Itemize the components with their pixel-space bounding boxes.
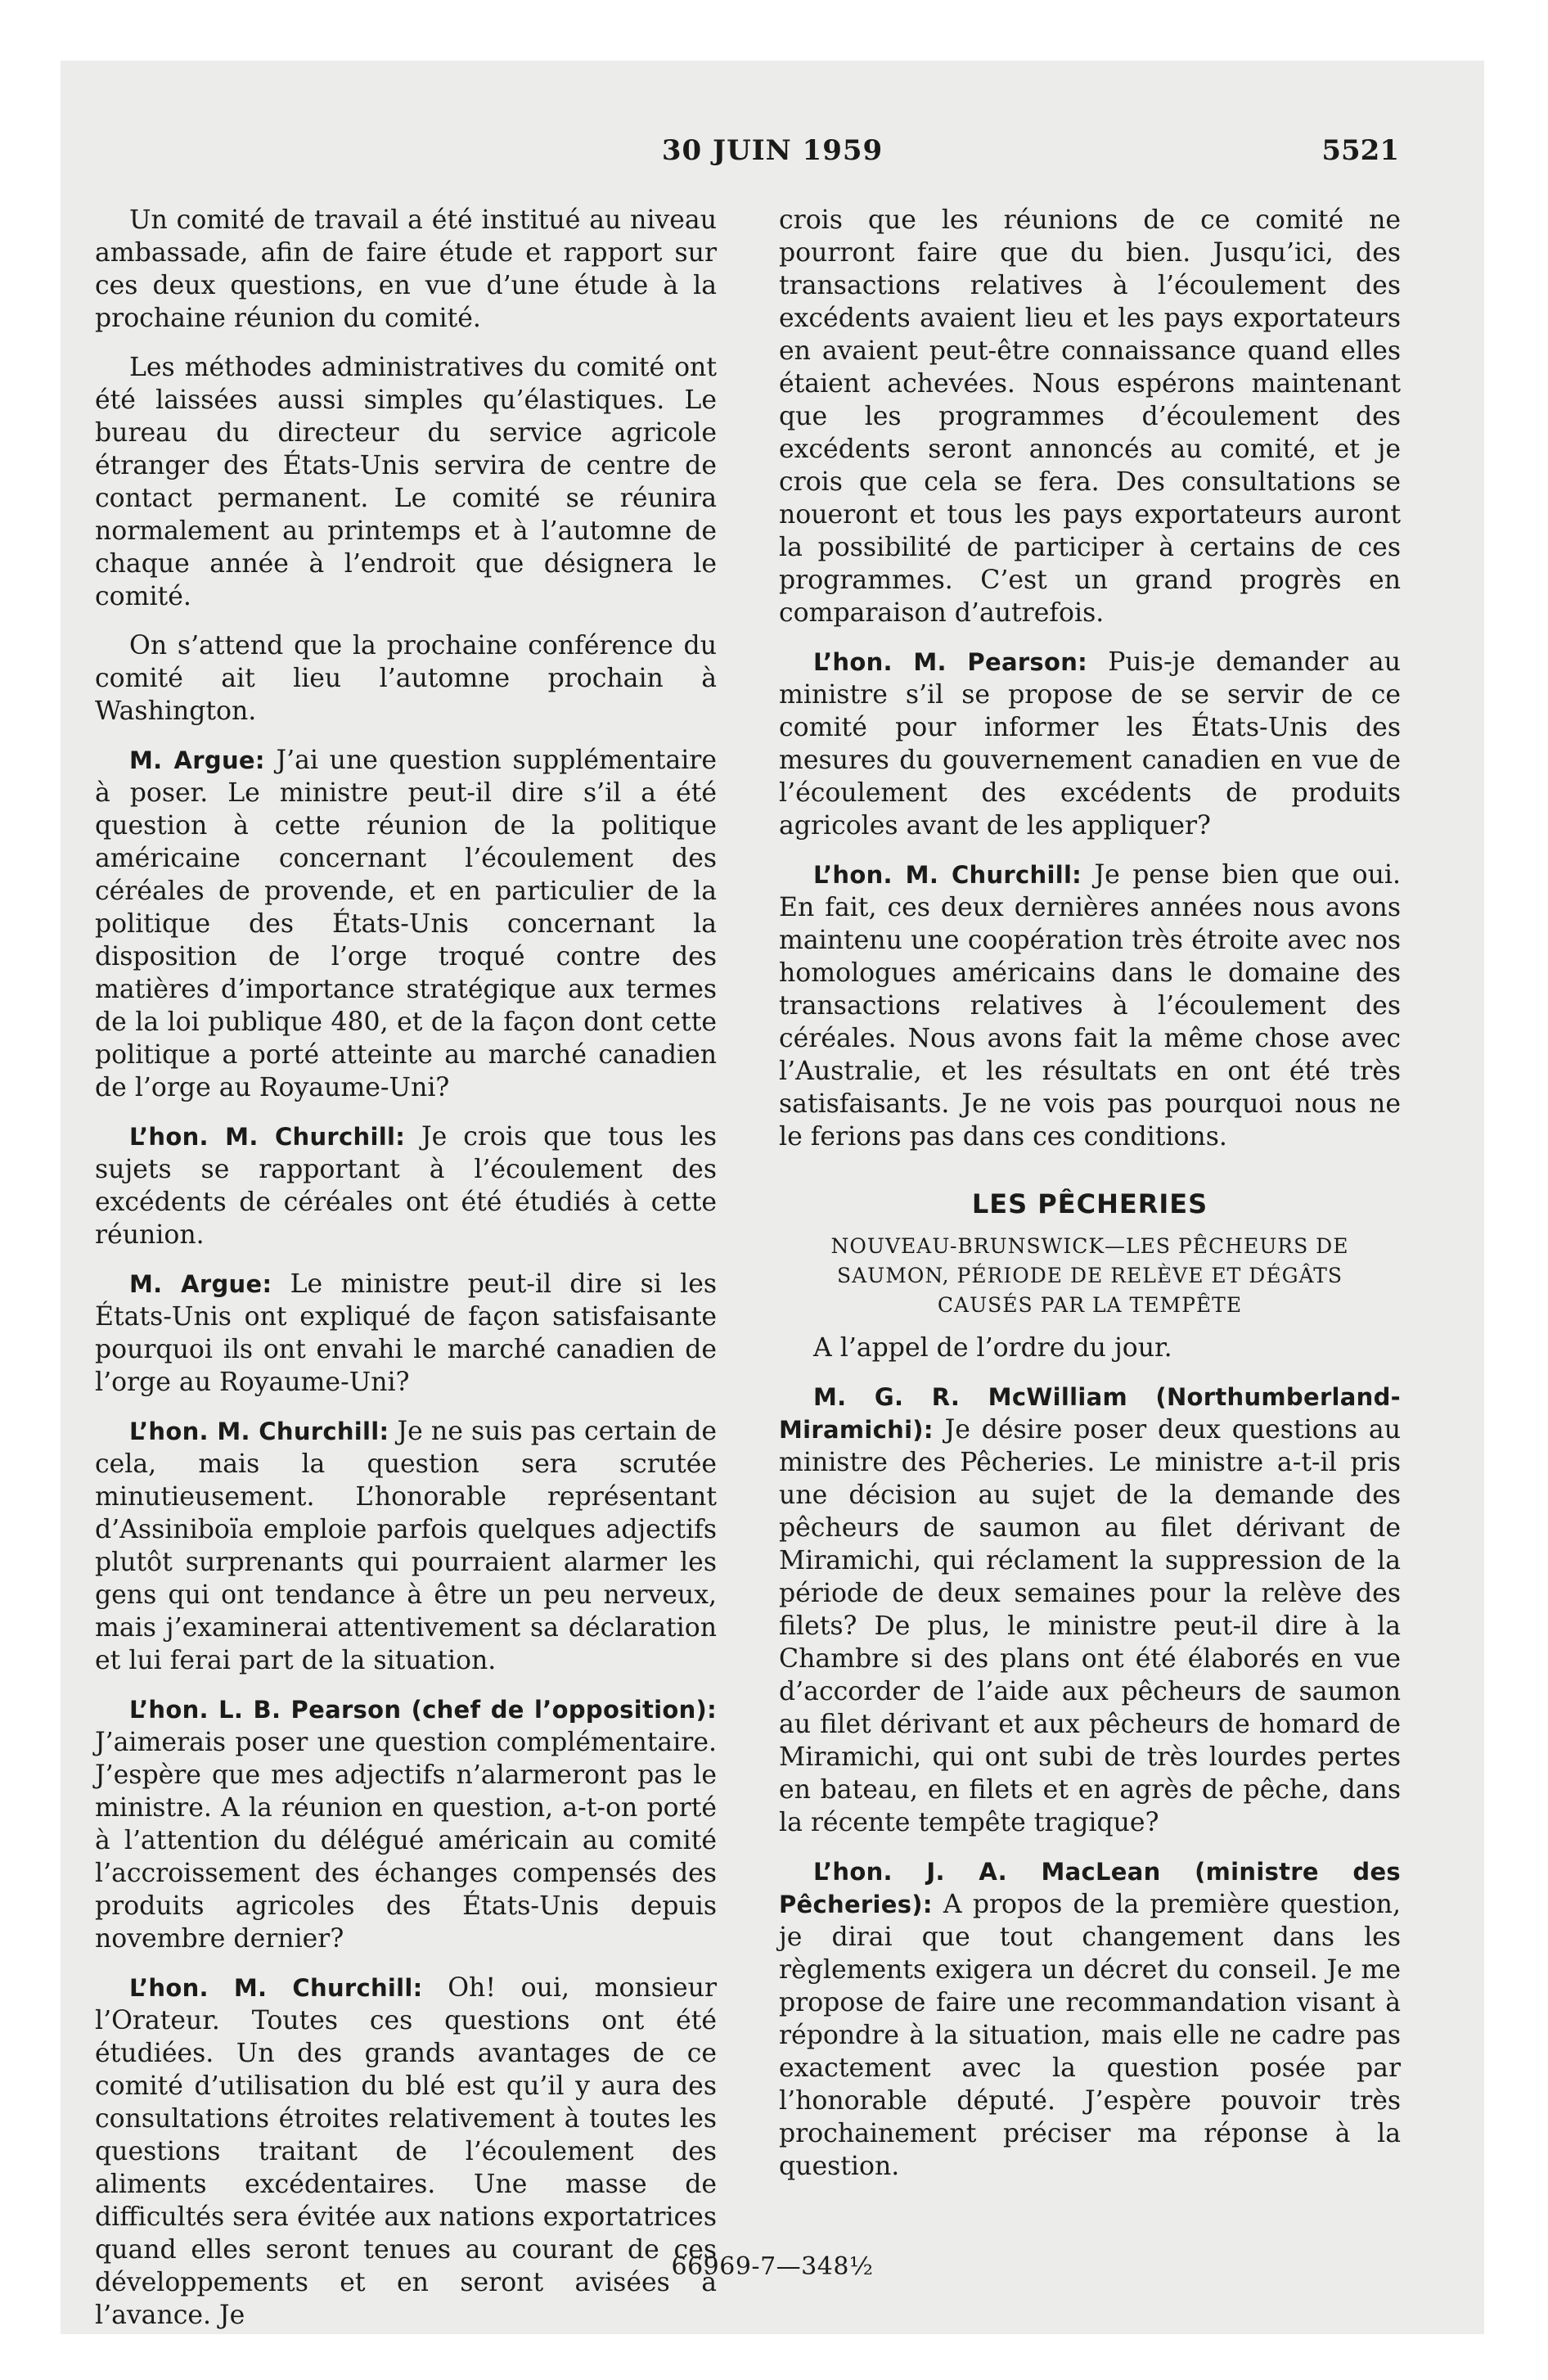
speaker-name: L’hon. M. Churchill: xyxy=(129,1418,389,1445)
paragraph xyxy=(95,744,717,1104)
section-subtitle: NOUVEAU-BRUNSWICK—LES PÊCHEURS DE SAUMON, PÉRIODE DE RELÈVE ET DÉGÂTS CAUSÉS PAR LA TEMPÊTE xyxy=(830,1234,1349,1317)
paragraph-text: J’aimerais poser une question complémentaire. J’espère que mes adjectifs n’alarmeront pas le ministre. A la réunion en question, a-t-on porté à l’attention du délégué américain au comité l’accroissement des échanges compensés des produits agricoles des États-Unis depuis novembre dernier? xyxy=(95,1728,717,1954)
page-header xyxy=(61,134,1484,183)
paragraph-text: crois que les réunions de ce comité ne pourront faire que du bien. Jusqu’ici, des transactions relatives à l’écoulement des excédents avaient lieu et les pays exportateurs en avaient peut-être connaissance quand elles étaient achevées. Nous espérons maintenant que les programmes d’écoulement des excédents seront annoncés au comité, et je crois que cela se fera. Des consultations se noueront et tous les pays exportateurs auront la possibilité de participer à certains de ces programmes. C’est un grand progrès en comparaison d’autrefois. xyxy=(779,205,1401,628)
paragraph xyxy=(95,1268,717,1399)
paragraph-text: Je crois que tous les sujets se rapportant à l’écoulement des excédents de céréales ont été étudiés à cette réunion. xyxy=(95,1122,717,1250)
paragraph xyxy=(779,1332,1401,1364)
paragraph xyxy=(779,859,1401,1153)
speaker-name: L’hon. J. A. MacLean (ministre des Pêcheries): xyxy=(779,1858,1401,1918)
paragraph xyxy=(95,629,717,728)
paragraph-text: Oh! oui, monsieur l’Orateur. Toutes ces questions ont été étudiées. Un des grands avantages de ce comité d’utilisation du blé est qu’il y aura des consultations étroites relativement à toutes les questions traitant de l’écoulement des aliments excédentaires. Une masse de difficultés sera évitée aux nations exportatrices quand elles seront tenues au courant de ces développements et en seront avisées à l’avance. Je xyxy=(95,1973,718,2330)
speaker-name: L’hon. M. Churchill: xyxy=(129,1974,423,2002)
speaker-name: L’hon. M. Pearson: xyxy=(813,648,1088,676)
paragraph-text: Je pense bien que oui. En fait, ces deux dernières années nous avons maintenu une coopération très étroite avec nos homologues américains dans le domaine des transactions relatives à l’écoulement des céréales. Nous avons fait la même chose avec l’Australie, et les résultats en ont été très satisfaisants. Je ne vois pas pourquoi nous ne le ferions pas dans ces conditions. xyxy=(779,860,1402,1152)
paragraph-text: J’ai une question supplémentaire à poser. Le ministre peut-il dire s’il a été question à cette réunion de la politique américaine concernant l’écoulement des céréales de provende, et en particulier de la politique des États-Unis concernant la disposition de l’orge troqué contre des matières d’importance stratégique aux termes de la loi publique 480, et de la façon dont cette politique a porté atteinte au marché canadien de l’orge au Royaume-Uni? xyxy=(95,746,717,1102)
paragraph xyxy=(779,646,1401,842)
paragraph xyxy=(95,1693,717,1955)
speaker-name: M. G. R. McWilliam (Northumberland-Miramichi): xyxy=(779,1383,1401,1444)
scanned-page xyxy=(61,61,1484,2334)
paragraph xyxy=(779,1381,1401,1839)
paragraph-text: A l’appel de l’ordre du jour. xyxy=(813,1333,1172,1363)
page-footer-code: 66969-7—348½ xyxy=(671,2252,874,2281)
paragraph-text: Le ministre peut-il dire si les États-Unis ont expliqué de façon satisfaisante pourquoi ils ont envahi le marché canadien de l’orge au Royaume-Uni? xyxy=(95,1269,718,1397)
paragraph xyxy=(95,351,717,613)
paragraph-text: Un comité de travail a été institué au niveau ambassade, afin de faire étude et rapport sur ces deux questions, en vue d’une étude à la prochaine réunion du comité. xyxy=(95,205,717,333)
paragraph-text: On s’attend que la prochaine conférence du comité ait lieu l’automne prochain à Washington. xyxy=(95,631,717,726)
section-title: LES PÊCHERIES xyxy=(971,1188,1208,1219)
speaker-name: L’hon. M. Churchill: xyxy=(129,1123,406,1151)
speaker-name: L’hon. L. B. Pearson (chef de l’opposition): xyxy=(129,1696,717,1724)
paragraph-text: Puis-je demander au ministre s’il se propose de se servir de ce comité pour informer les États-Unis des mesures du gouvernement canadien en vue de l’écoulement des excédents de produits agricoles avant de les appliquer? xyxy=(779,647,1401,841)
left-column xyxy=(95,204,717,2348)
speaker-name: L’hon. M. Churchill: xyxy=(813,861,1082,889)
speaker-name: M. Argue: xyxy=(129,1270,272,1298)
paragraph-text: Je ne suis pas certain de cela, mais la question sera scrutée minutieusement. L’honorable représentant d’Assiniboïa emploie parfois quelques adjectifs plutôt surprenants qui pourraient alarmer les gens qui ont tendance à être un peu nerveux, mais j’examinerai attentivement sa déclaration et lui ferai part de la situation. xyxy=(95,1417,717,1675)
right-column xyxy=(779,204,1401,2199)
paragraph-text: Je désire poser deux questions au ministre des Pêcheries. Le ministre a-t-il pris une décision au sujet de la demande des pêcheurs de saumon au filet dérivant de Miramichi, qui réclament la suppression de la période de deux semaines pour la relève des filets? De plus, le ministre peut-il dire à la Chambre si des plans ont été élaborés en vue d’accorder de l’aide aux pêcheurs de saumon au filet dérivant et aux pêcheurs de homard de Miramichi, qui ont subi de très lourdes pertes en bateau, en filets et en agrès de pêche, dans la récente tempête tragique? xyxy=(779,1415,1401,1837)
paragraph xyxy=(95,1415,717,1677)
paragraph-text: A propos de la première question, je dirai que tout changement dans les règlements exigera un décret du conseil. Je me propose de faire une recommandation visant à répondre à la situation, mais elle ne cadre pas exactement avec la question posée par l’honorable député. J’espère pouvoir très prochainement préciser ma réponse à la question. xyxy=(779,1890,1401,2181)
page-number: 5521 xyxy=(1321,134,1399,167)
paragraph xyxy=(779,1855,1401,2183)
paragraph xyxy=(779,204,1401,629)
page-date: 30 JUIN 1959 xyxy=(661,134,884,167)
paragraph xyxy=(95,204,717,335)
paragraph-text: Les méthodes administratives du comité ont été laissées aussi simples qu’élastiques. Le bureau du directeur du service agricole étranger des États-Unis servira de centre de contact permanent. Le comité se réunira normalement au printemps et à l’automne de chaque année à l’endroit que désignera le comité. xyxy=(95,353,717,611)
paragraph xyxy=(95,1120,717,1251)
speaker-name: M. Argue: xyxy=(129,746,265,774)
